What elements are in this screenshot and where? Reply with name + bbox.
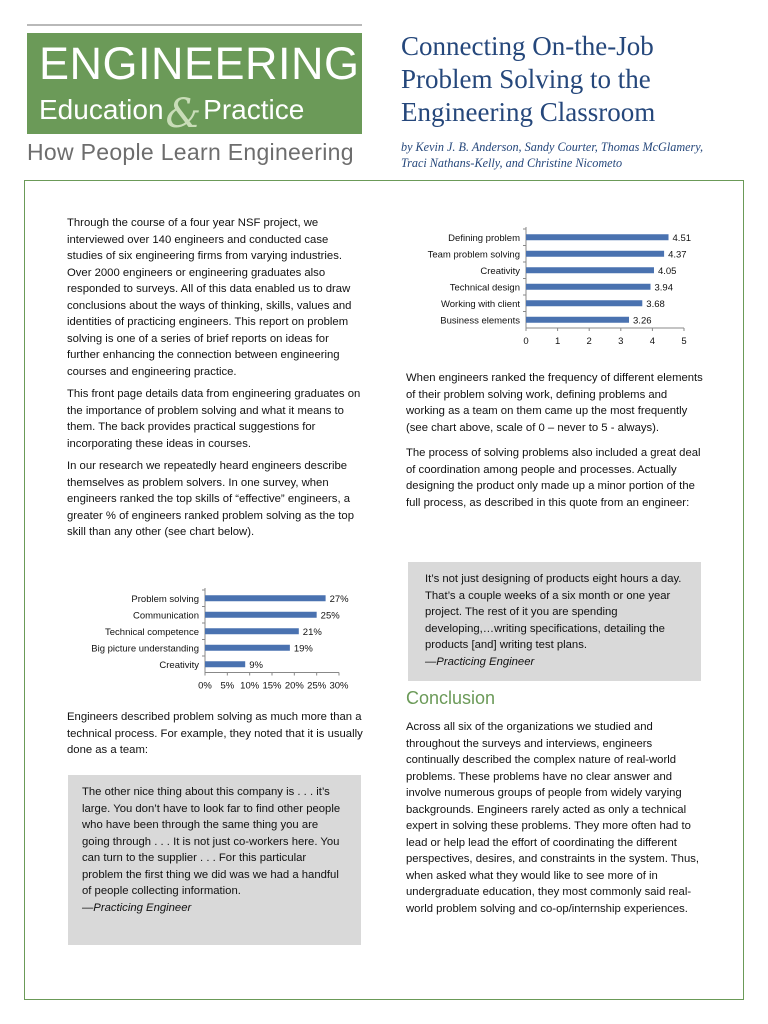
category-label: Technical competence: [105, 626, 199, 638]
category-label: Problem solving: [131, 593, 199, 605]
category-label: Creativity: [159, 659, 199, 671]
category-label: Communication: [133, 610, 199, 622]
article-title: [401, 30, 741, 129]
logo-banner: [27, 33, 362, 137]
x-tick-label: 1: [554, 336, 561, 347]
x-tick-label: 30%: [329, 680, 349, 692]
logo-education: Education: [39, 94, 164, 125]
data-bar: [526, 300, 642, 306]
value-label: 4.51: [672, 232, 692, 244]
data-bar: [526, 234, 669, 240]
team-quote-source: —Practicing Engineer: [82, 901, 192, 914]
author-byline: [401, 139, 746, 171]
logo-line-education-practice: [39, 90, 305, 137]
value-label: 3.68: [646, 298, 665, 310]
value-label: 3.94: [654, 282, 674, 294]
data-bar: [205, 612, 317, 618]
x-tick-label: 0: [523, 336, 529, 347]
problem-elements-chart: [400, 225, 720, 350]
data-bar: [205, 661, 245, 667]
x-tick-label: 15%: [262, 680, 282, 692]
tagline: How People Learn Engineering: [27, 139, 354, 165]
data-bar: [526, 251, 664, 257]
category-label: Defining problem: [448, 232, 520, 244]
title-line: Connecting On-the-Job: [401, 31, 654, 61]
value-label: 19%: [293, 643, 313, 655]
product-quote-source: —Practicing Engineer: [425, 655, 535, 668]
product-quote-text: It’s not just designing of products eight hours a day. That’s a couple weeks of a six month or one year project. The rest of it you are spending developing,…writing specifications, detailing the products [and] writing test plans.: [425, 573, 682, 651]
value-label: 4.05: [657, 265, 677, 277]
x-tick-label: 5: [681, 336, 687, 347]
x-tick-label: 10%: [240, 680, 260, 692]
left-column-top: [67, 215, 363, 541]
x-tick-label: 0%: [198, 680, 212, 692]
data-bar: [526, 317, 629, 323]
right-column-bottom: [406, 719, 704, 917]
top-skills-chart: [60, 588, 360, 696]
data-bar: [526, 284, 651, 290]
value-label: 9%: [249, 659, 263, 671]
x-tick-label: 3: [618, 336, 624, 347]
category-label: Big picture understanding: [91, 643, 199, 655]
author-line: by Kevin J. B. Anderson, Sandy Courter, Thomas McGlamery,: [401, 140, 704, 154]
data-bar: [526, 267, 654, 273]
conclusion-paragraph: Across all six of the organizations we studied and throughout the surveys and interviews, engineers continually described the complex nature of real-world problems. These problems have no clear answer and involve numerous groups of people from widely varying backgrounds. Engineers rarely acted as only a technical expert in solving these problems. They more often had to lead or help lead the effort of coordinating the different perspectives, desires, and constraints in the system. Thus, when asked what they would like to see more of in undergraduate education, they most commonly said real-world problem solving and co-op/internship experiences.: [406, 721, 700, 915]
team-quote-box: [68, 775, 361, 945]
right-column-top: [406, 370, 703, 511]
frequency-paragraph: When engineers ranked the frequency of different elements of their problem solving work, defining problems and working as a team on them came up the most frequently (see chart above, scale of 0 – never to 5 - always).: [406, 372, 703, 434]
team-quote-text: The other nice thing about this company is . . . it’s large. You don’t have to look far to find other people who have been through the same thing you are going through . . . It is not just co-workers here. You can turn to the supplier . . . For this particular problem the first thing we did was we had a handful of people collecting information.: [82, 786, 341, 897]
value-label: 25%: [320, 610, 340, 622]
logo-line-engineering: ENGINEERING: [39, 38, 360, 89]
x-tick-label: 25%: [307, 680, 327, 692]
category-label: Business elements: [440, 315, 520, 327]
x-tick-label: 20%: [284, 680, 304, 692]
problem-solvers-paragraph: In our research we repeatedly heard engineers describe themselves as problem solvers. In one survey, when engineers ranked the top skills of “effective” engineers, a greater % of engineers ranked problem solving as the top skill than any other (see chart below).: [67, 460, 354, 538]
x-tick-label: 4: [649, 336, 656, 347]
front-page-paragraph: This front page details data from engineering graduates on the importance of problem solving and what it means to them. The back provides practical suggestions for incorporating these ideas in courses.: [67, 388, 361, 450]
header-rule: [27, 24, 362, 26]
author-line: Traci Nathans-Kelly, and Christine Nicometo: [401, 156, 623, 170]
logo-practice: Practice: [203, 94, 305, 125]
value-label: 21%: [302, 626, 322, 638]
data-bar: [205, 628, 299, 634]
conclusion-heading: Conclusion: [406, 688, 496, 708]
intro-paragraph: Through the course of a four year NSF project, we interviewed over 140 engineers and conducted case studies of six engineering firms from varying industries. Over 2000 engineers or engineering graduates also responded to surveys. All of this data enabled us to draw conclusions about the ways of thinking, skills, values and identities of practicing engineers. This report on problem solving is one of a series of brief reports on ideas for further enhancing the connection between engineering courses and engineering practice.: [67, 217, 352, 378]
left-column-bottom: [67, 709, 363, 759]
category-label: Creativity: [480, 265, 520, 277]
category-label: Team problem solving: [427, 249, 520, 261]
logo-ampersand: &: [165, 91, 202, 137]
data-bar: [205, 595, 326, 601]
title-line: Problem Solving to the: [401, 64, 651, 94]
x-tick-label: 5%: [220, 680, 235, 692]
coordination-paragraph: The process of solving problems also included a great deal of coordination among people and processes. Actually designing the product only made up a minor portion of the full process, as described in this quote from an engineer:: [406, 447, 701, 509]
data-bar: [205, 645, 290, 651]
value-label: 27%: [329, 593, 349, 605]
category-label: Working with client: [440, 298, 520, 310]
team-paragraph: Engineers described problem solving as much more than a technical process. For example, they noted that it is usually done as a team:: [67, 711, 363, 756]
title-line: Engineering Classroom: [401, 97, 656, 127]
value-label: 3.26: [633, 315, 652, 327]
x-tick-label: 2: [586, 336, 592, 347]
category-label: Technical design: [449, 282, 520, 294]
value-label: 4.37: [668, 249, 687, 261]
product-quote-box: [408, 562, 701, 681]
